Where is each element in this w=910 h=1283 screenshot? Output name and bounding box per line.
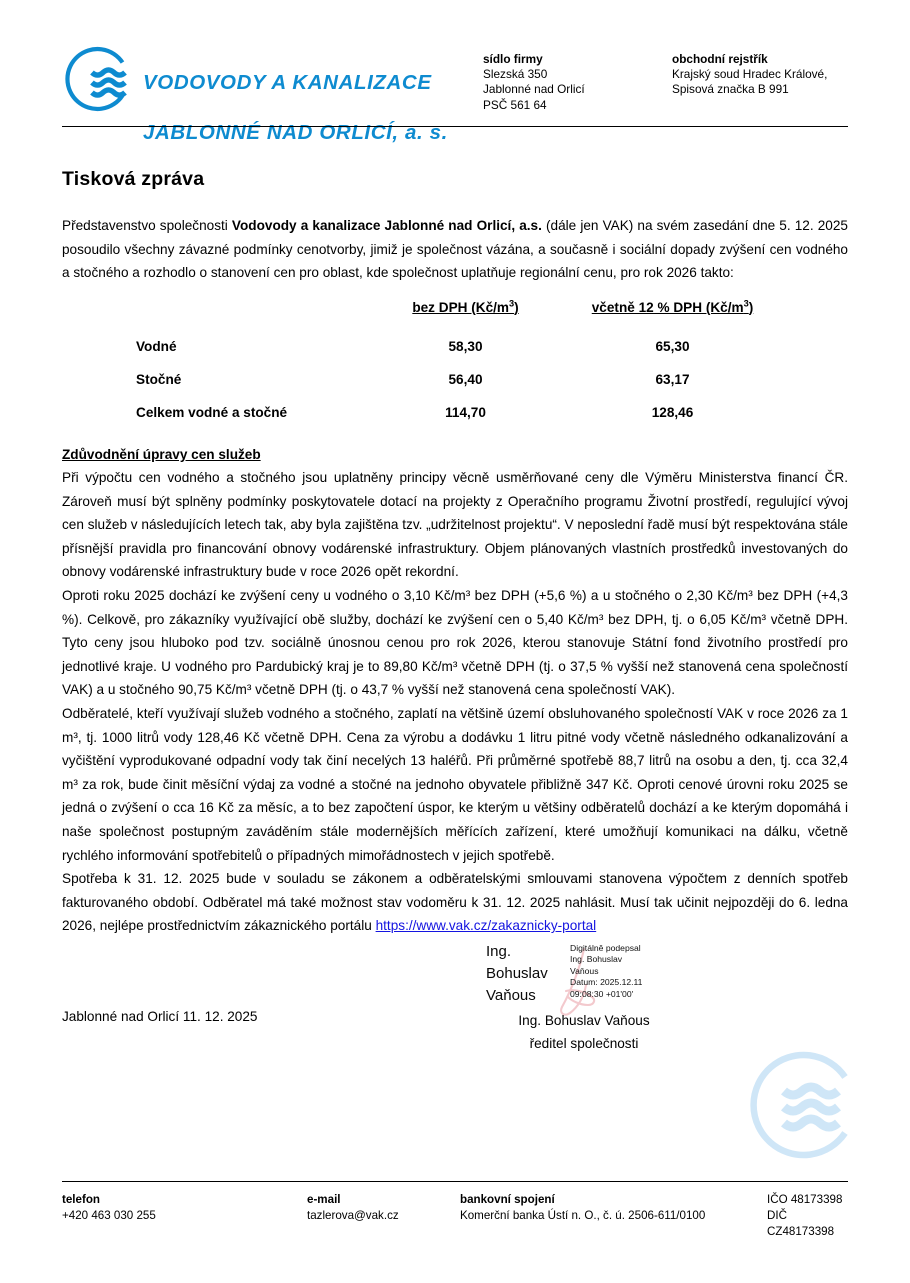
section-heading: Zdůvodnění úpravy cen služeb	[62, 447, 261, 462]
row-label-celkem: Celkem vodné a stočné	[136, 405, 288, 420]
signature-metadata	[570, 943, 720, 1000]
signature-meta-line-1: Digitálně podepsal	[570, 943, 641, 953]
document-footer	[62, 1192, 848, 1242]
footer-bank-title: bankovní spojení	[460, 1193, 555, 1206]
row-celkem-incl-vat: 128,46	[651, 405, 694, 420]
company-logotype	[143, 45, 448, 145]
registered-office-block	[483, 52, 585, 113]
footer-email-block	[307, 1192, 399, 1224]
page-title: Tisková zpráva	[62, 168, 205, 190]
header-incl-vat-sup: 3	[743, 298, 749, 309]
footer-email-value[interactable]: tazlerova@vak.cz	[307, 1209, 399, 1222]
body-paragraph-4	[62, 867, 848, 938]
header-incl-vat-tail: )	[748, 300, 754, 315]
footer-bank-value: Komerční banka Ústí n. O., č. ú. 2506-611/0100	[460, 1209, 706, 1222]
price-table	[136, 300, 776, 429]
price-table-header-excl-vat	[362, 300, 569, 330]
row-stocne-incl-vat: 63,17	[655, 372, 690, 387]
vak-watermark-icon	[736, 1044, 876, 1169]
row-stocne-excl-vat: 56,40	[448, 372, 483, 387]
table-row	[136, 363, 776, 396]
vak-logo-icon	[64, 42, 138, 116]
commercial-register-court: Krajský soud Hradec Králové,	[672, 67, 828, 82]
row-vodne-incl-vat: 65,30	[655, 339, 690, 354]
footer-email-title: e-mail	[307, 1193, 341, 1206]
signer-role: ředitel společnosti	[529, 1036, 639, 1051]
signature-stamp-name: Ing. Bohuslav Vaňous	[486, 943, 548, 1004]
commercial-register-title: obchodní rejstřík	[672, 52, 768, 66]
signature-meta-line-3: Vaňous	[570, 965, 599, 976]
header-excl-vat-tail: )	[514, 300, 519, 315]
paragraph-4-text: Spotřeba k 31. 12. 2025 bude v souladu se zákonem a odběratelskými smlouvami stanovena výpočtem z denních spotřeb fakturovaného období. Odběratel má také možnost stav vodoměru k 31. 12. 2025 nahlásit. Musí tak učinit nejpozději do 6. ledna 2026, nejlépe prostřednictvím zákaznického portálu	[62, 871, 848, 934]
place-and-date: Jablonné nad Orlicí 11. 12. 2025	[62, 1009, 258, 1024]
header-incl-vat-main: včetně 12 % DPH (Kč/m	[591, 300, 744, 315]
registered-office-title: sídlo firmy	[483, 52, 543, 66]
footer-ids-block	[767, 1192, 848, 1240]
signature-meta-line-4: Datum: 2025.12.11	[570, 977, 643, 988]
document-header	[0, 0, 910, 144]
commercial-register-file: Spisová značka B 991	[672, 82, 789, 97]
header-excl-vat-sup: 3	[509, 298, 515, 309]
footer-ico: IČO 48173398	[767, 1193, 843, 1206]
table-row	[136, 330, 776, 363]
registered-office-city: Jablonné nad Orlicí	[483, 82, 585, 97]
price-table-blank-header	[136, 300, 362, 330]
body-paragraph-2: Oproti roku 2025 dochází ke zvýšení ceny u vodného o 3,10 Kč/m³ bez DPH (+5,6 %) a u stočného o 2,30 Kč/m³ bez DPH (+4,3 %). Celkově, pro zákazníky využívající obě služby, dochází ke zvýšení cen o 5,40 Kč/m³ bez DPH, tj. o 6,05 Kč/m³ včetně DPH. Tyto ceny jsou hluboko pod tzv. sociálně únosnou cenou pro rok 2026, kterou stanovuje Státní fond životního prostředí pro jednotlivé kraje. U vodného pro Pardubický kraj je to 89,80 Kč/m³ včetně DPH (tj. o 37,5 % vyšší než stanovená cena společností VAK) a u stočného 90,75 Kč/m³ včetně DPH (tj. o 43,7 % vyšší než stanovená cena společností VAK).	[62, 588, 848, 698]
price-table-header-row	[136, 300, 776, 330]
signer-name: Ing. Bohuslav Vaňous	[518, 1013, 650, 1028]
footer-bank-block	[460, 1192, 705, 1224]
signature-meta-line-5: 09:08:30 +01'00'	[570, 988, 634, 999]
intro-prefix: Představenstvo společnosti	[62, 218, 232, 233]
header-excl-vat-main: bez DPH (Kč/m	[412, 300, 509, 315]
intro-rest: (dále jen VAK) na svém zasedání dne 5. 12. 2025 posoudilo všechny závazné podmínky cenotvorby, jimiž je společnost vázána, a současně i sociální dopady zvýšení cen vodného a stočného a rozhodlo o stanovení cen pro oblast, kde společnost uplatňuje regionální cenu, pro rok 2026 takto:	[62, 218, 848, 281]
registered-office-postcode: PSČ 561 64	[483, 97, 547, 112]
price-table-header-incl-vat	[569, 300, 776, 330]
customer-portal-link[interactable]: https://www.vak.cz/zakaznicky-portal	[375, 918, 597, 934]
row-label-vodne: Vodné	[136, 339, 177, 354]
table-row	[136, 396, 776, 429]
registered-office-street: Slezská 350	[483, 67, 548, 82]
digital-signature-block	[486, 941, 736, 1019]
footer-phone-block	[62, 1192, 156, 1224]
footer-divider	[62, 1181, 848, 1182]
row-celkem-excl-vat: 114,70	[445, 405, 486, 420]
row-vodne-excl-vat: 58,30	[448, 339, 483, 354]
header-divider	[62, 126, 848, 127]
commercial-register-block	[672, 52, 827, 98]
intro-company-name: Vodovody a kanalizace Jablonné nad Orlicí, a.s.	[231, 218, 542, 233]
signature-meta-line-2: Ing. Bohuslav	[570, 954, 623, 965]
body-paragraph-1: Při výpočtu cen vodného a stočného jsou uplatněny principy věcně usměrňované ceny dle Výměru Ministerstva financí ČR. Zároveň musí být splněny podmínky poskytovatele dotací na projekty z Operačního programu Životní prostředí, regulující vývoj cen služeb v následujících letech tak, aby byla zajištěna tzv. „udržitelnost projektu“. V neposlední řadě musí být respektována stále přísnější pravidla pro financování obnovy vodárenské infrastruktury. Objem plánovaných vlastních prostředků investovaných do obnovy vodárenské infrastruktury bude v roce 2026 opět rekordní.	[62, 470, 848, 580]
logotype-line-1: VODOVODY A KANALIZACE	[143, 71, 432, 94]
body-paragraph-3: Odběratelé, kteří využívají služeb vodného a stočného, zaplatí na většině území obsluhovaného společností VAK v roce 2026 za 1 m³, tj. 1000 litrů vody 128,46 Kč včetně DPH. Cena za výrobu a dodávku 1 litru pitné vody včetně následného odkanalizování a vyčištění vyprodukované odpadní vody tak činí necelých 13 haléřů. Při průměrné spotřebě 88,7 litrů na osobu a den, tj. cca 32,4 m³ za rok, bude činit měsíční výdaj za vodné a stočné na jednoho obyvatele přibližně 347 Kč. Oproti cenové úrovni roku 2025 se jedná o zvýšení o cca 16 Kč za měsíc, a to bez započtení úspor, ke kterým u většiny odběratelů dochází a ke kterým dopomáhá i naše společnost postupným zaváděním stále modernějších měřících zařízení, které umožňují komunikaci na dálku, včetně rychlého informování spotřebitelů o případných mimořádnostech v jejich spotřebě.	[62, 706, 848, 863]
footer-phone-title: telefon	[62, 1193, 101, 1206]
row-label-stocne: Stočné	[136, 372, 182, 387]
sign-off-block	[486, 1009, 682, 1055]
footer-dic: DIČ CZ48173398	[767, 1209, 835, 1238]
footer-phone-value: +420 463 030 255	[62, 1209, 156, 1222]
intro-paragraph	[62, 214, 848, 285]
logotype-line-2: JABLONNÉ NAD ORLICÍ, a. s.	[143, 121, 448, 144]
